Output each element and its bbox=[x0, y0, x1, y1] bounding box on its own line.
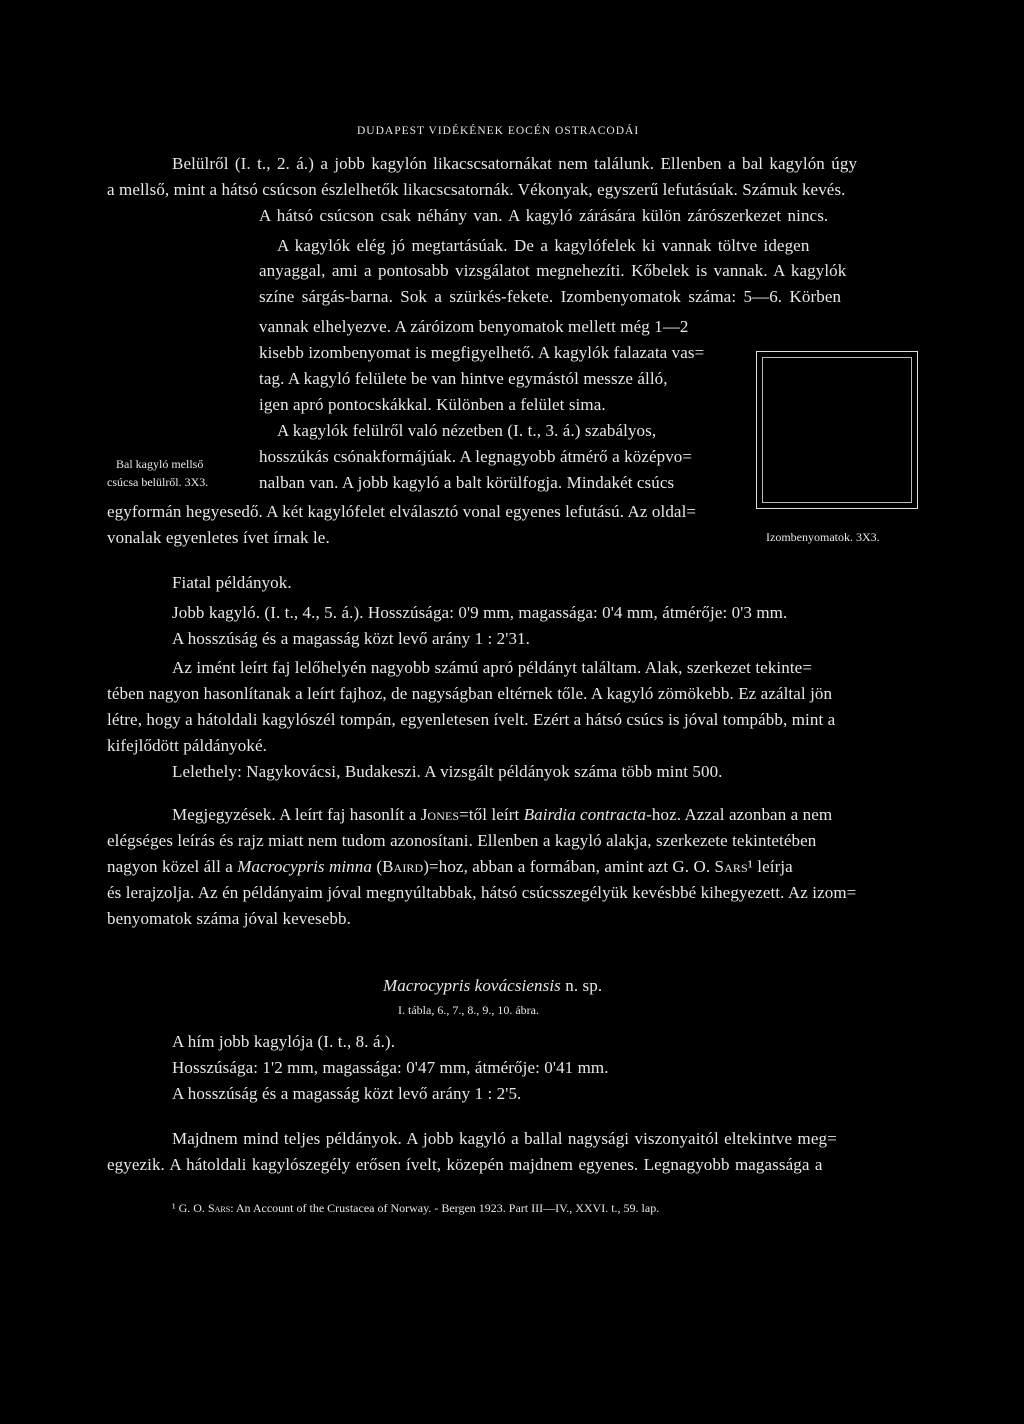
figure-caption-left: Bal kagyló mellső bbox=[116, 457, 204, 471]
text-line: Az imént leírt faj lelőhelyén nagyobb számú apró példányt találtam. Alak, szerkezet tekinte= bbox=[172, 658, 813, 677]
text-line: A kagylók felülről való nézetben (I. t., 3. á.) szabályos, bbox=[277, 421, 657, 440]
plate-reference: I. tábla, 6., 7., 8., 9., 10. ábra. bbox=[398, 1003, 539, 1017]
text-line: egyformán hegyesedő. A két kagylófelet elválasztó vonal egyenes lefutású. Az oldal= bbox=[107, 502, 697, 521]
species-title: Macrocypris kovácsiensis n. sp. bbox=[383, 976, 603, 995]
figure-frame bbox=[756, 351, 918, 509]
text-line: tében nagyon hasonlítanak a leírt fajhoz, de nagyságban eltérnek tőle. A kagyló zömökebb. Ez azáltal jön bbox=[107, 684, 833, 703]
text-line: nalban van. A jobb kagyló a balt körülfogja. Mindakét csúcs bbox=[259, 473, 675, 492]
notes-line: elégséges leírás és rajz miatt nem tudom azonosítani. Ellenben a kagyló alakja, szerkezete tekintetében bbox=[107, 831, 817, 850]
notes-line: benyomatok száma jóval kevesebb. bbox=[107, 909, 351, 928]
text-line: Majdnem mind teljes példányok. A jobb kagyló a ballal nagysági viszonyaitól eltekintve meg= bbox=[172, 1129, 837, 1148]
text-line: egyezik. A hátoldali kagylószegély erősen ívelt, közepén majdnem egyenes. Legnagyobb magassága a bbox=[107, 1155, 823, 1174]
footnote: ¹ G. O. Sars: An Account of the Crustacea of Norway. - Bergen 1923. Part III—IV., XXVI. t., 59. lap. bbox=[172, 1201, 660, 1215]
text-line: A hosszúság és a magasság közt levő arány 1 : 2'31. bbox=[172, 629, 530, 648]
notes-line: és lerajzolja. Az én példányaim jóval megnyúltabbak, hátsó csúcsszegélyük kevésbbé kihegyezett. Az izom= bbox=[107, 883, 857, 902]
notes-line: Megjegyzések. A leírt faj hasonlít a Jones=től leírt Bairdia contracta-hoz. Azzal azonban a nem bbox=[172, 805, 833, 824]
running-header: DUDAPEST VIDÉKÉNEK EOCÉN OSTRACODÁI bbox=[357, 125, 640, 137]
text-line: Jobb kagyló. (I. t., 4., 5. á.). Hosszúsága: 0'9 mm, magassága: 0'4 mm, átmérője: 0'3 mm. bbox=[172, 603, 788, 622]
text-line: Belülről (I. t., 2. á.) a jobb kagylón likacscsatornákat nem találunk. Ellenben a bal kagylón úgy bbox=[172, 154, 858, 173]
section-heading: Fiatal példányok. bbox=[172, 573, 292, 592]
text-line: tag. A kagyló felülete be van hintve egymástól messze álló, bbox=[259, 369, 668, 388]
text-line: A hátsó csúcson csak néhány van. A kagyló zárására külön zárószerkezet nincs. bbox=[259, 206, 829, 225]
text-line: kifejlődött páldányoké. bbox=[107, 736, 267, 755]
figure-caption-left: csúcsa belülről. 3X3. bbox=[107, 475, 209, 489]
text-line: kisebb izombenyomat is megfigyelhető. A kagylók falazata vas= bbox=[259, 343, 705, 362]
text-line: A hosszúság és a magasság közt levő arány 1 : 2'5. bbox=[172, 1084, 522, 1103]
text-line: A kagylók elég jó megtartásúak. De a kagylófelek ki vannak töltve idegen bbox=[277, 236, 810, 255]
text-line: színe sárgás-barna. Sok a szürkés-fekete. Izombenyomatok száma: 5—6. Körben bbox=[259, 287, 842, 306]
text-line: vonalak egyenletes ívet írnak le. bbox=[107, 528, 330, 547]
text-line: vannak elhelyezve. A záróizom benyomatok mellett még 1—2 bbox=[259, 317, 689, 336]
text-line: a mellső, mint a hátsó csúcson észlelhetők likacscsatornák. Vékonyak, egyszerű lefutásúak. Számuk kevés. bbox=[107, 180, 846, 199]
text-line: igen apró pontocskákkal. Különben a felület sima. bbox=[259, 395, 606, 414]
text-line: A hím jobb kagylója (I. t., 8. á.). bbox=[172, 1032, 396, 1051]
text-line: hosszúkás csónakformájúak. A legnagyobb átmérő a középvo= bbox=[259, 447, 693, 466]
text-line: Lelethely: Nagykovácsi, Budakeszi. A vizsgált példányok száma több mint 500. bbox=[172, 762, 723, 781]
text-line: anyaggal, ami a pontosabb vizsgálatot megnehezíti. Kőbelek is vannak. A kagylók bbox=[259, 261, 847, 280]
text-line: Hosszúsága: 1'2 mm, magassága: 0'47 mm, átmérője: 0'41 mm. bbox=[172, 1058, 609, 1077]
figure-caption-right: Izombenyomatok. 3X3. bbox=[766, 530, 880, 544]
notes-line: nagyon közel áll a Macrocypris minna (Baird)=hoz, abban a formában, amint azt G. O. Sars¹ leírja bbox=[107, 857, 793, 876]
text-line: létre, hogy a hátoldali kagylószél tompán, egyenletesen ívelt. Ezért a hátsó csúcs is jóval tompább, mint a bbox=[107, 710, 836, 729]
